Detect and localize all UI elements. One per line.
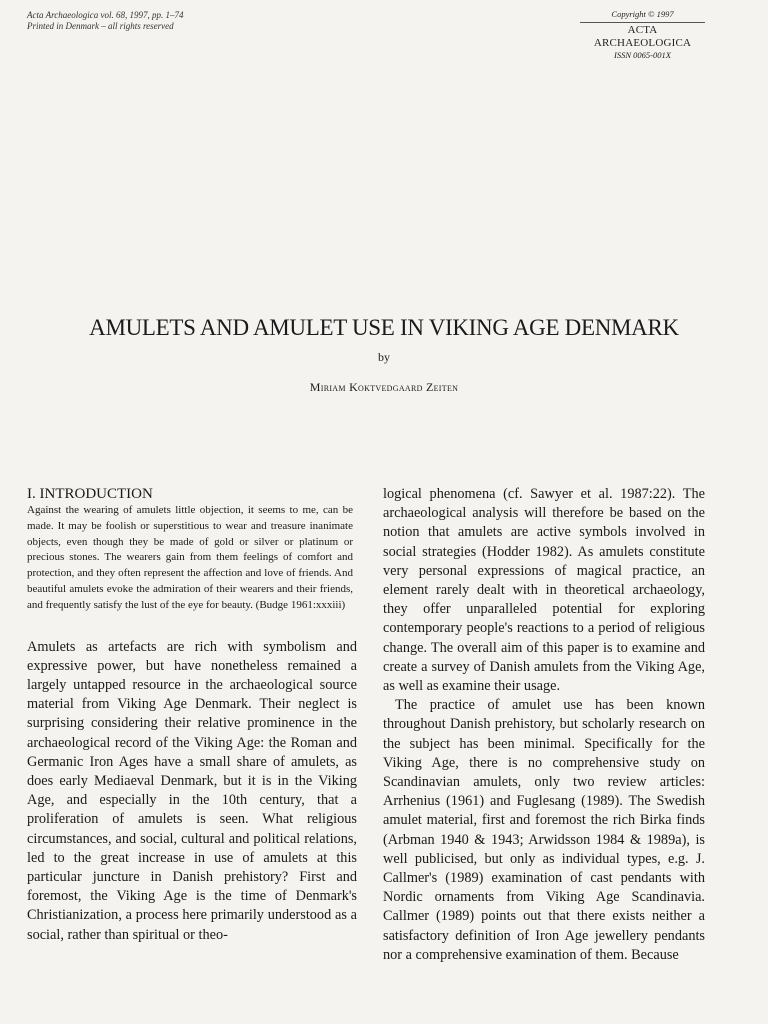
- section-heading: I. INTRODUCTION: [27, 486, 153, 502]
- body-paragraph-left: Amulets as artefacts are rich with symbolism and expressive power, but have nonetheless remained a largely untapped resource in the archaeological source material from Viking Age Denmark. Their neglect is surprising considering their relative prominence in the archaeological record of the Viking Age: the Roman and Germanic Iron Ages have a small share of amulets, as does early Mediaeval Denmark, but it is in the Viking Age, and especially in the 10th century, that a proliferation of amulets is seen. What religious circumstances, and social, cultural and political relations, led to the great increase in use of amulets at this particular juncture in Danish prehistory? First and foremost, the Viking Age is the time of Denmark's Christianization, a process here primarily understood as a social, rather than spiritual or theo-: [27, 638, 357, 943]
- journal-name: ACTA ARCHAEOLOGICA: [593, 24, 692, 49]
- epigraph: Against the wearing of amulets little objection, it seems to me, can be made. It may be foolish or superstitious to wear and treasure inanimate objects, even though they be made of gold or silver or platinum or precious stones. The wearers gain from them feelings of comfort and protection, and they often represent the affection and love of friends. And beautiful amulets evoke the admiration of their wearers and their friends, and frequently satisfy the lust of the eye for beauty. (Budge 1961:xxxiii): [27, 504, 353, 611]
- journal-volume-line: Acta Archaeologica vol. 68, 1997, pp. 1–74: [27, 10, 184, 20]
- article-title: AMULETS AND AMULET USE IN VIKING AGE DENMARK: [89, 315, 679, 340]
- running-header-left: [27, 10, 183, 32]
- author-name: Miriam Koktvedgaard Zeiten: [309, 380, 459, 394]
- copyright-line: Copyright © 1997: [611, 9, 674, 19]
- issn-line: ISSN 0065-001X: [614, 50, 671, 60]
- byline-by: by: [378, 350, 390, 364]
- running-header-right: [580, 9, 705, 60]
- body-paragraph-right-1: logical phenomena (cf. Sawyer et al. 1987:22). The archaeological analysis will therefore be based on the notion that amulets are active symbols involved in social strategies (Hodder 1982). As amulets constitute very personal expressions of magical practice, an element rarely dealt with in theoretical archaeology, they offer unparalleled potential for exploring contemporary people's reactions to a period of religious change. The overall aim of this paper is to examine and create a survey of Danish amulets from the Viking Age, as well as examine their usage.: [383, 486, 705, 695]
- left-column: [27, 485, 357, 945]
- printed-line: Printed in Denmark – all rights reserved: [27, 21, 174, 31]
- body-paragraph-right-2: The practice of amulet use has been known throughout Danish prehistory, but scholarly research on the subject has been minimal. Specifically for the Viking Age, there is no comprehensive study on Scandinavian amulets, only two review articles: Arrhenius (1961) and Fuglesang (1989). The Swedish amulet material, first and foremost the rich Birka finds (Arbman 1940 & 1943; Arwidsson 1984 & 1989a), is well publicised, but only as individual types, e.g. J. Callmer's (1989) examination of cast pendants with Nordic ornaments from Viking Age Scandinavia. Callmer (1989) points out that there exists neither a satisfactory definition of Iron Age jewellery pendants nor a comprehensive examination of them. Because: [383, 697, 705, 963]
- right-column: [383, 485, 705, 965]
- header-rule: [580, 22, 705, 23]
